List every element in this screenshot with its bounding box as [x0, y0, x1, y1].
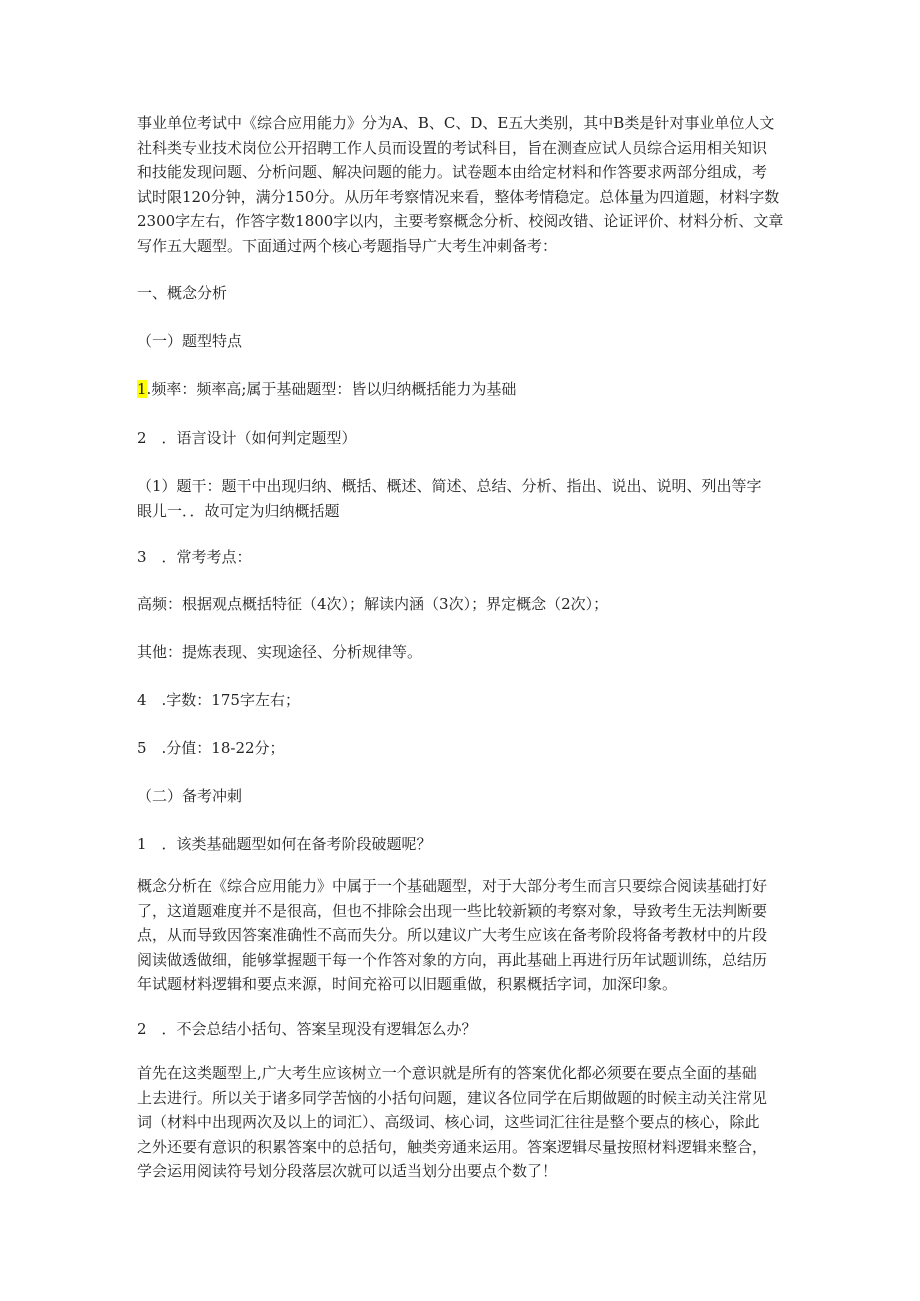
answer-line: 阅读做透做细，能够掌握题干每一个作答对象的方向，再此基础上再进行历年试题训练，总结历: [137, 950, 768, 969]
detail-line: （1）题干：题干中出现归纳、概括、概述、简述、总结、分析、指出、说出、说明、列出等字: [137, 477, 762, 495]
section-title: 一、概念分析: [137, 284, 228, 302]
answer-line: 了，这道题难度并不是很高，但也不排除会出现一些比较新颖的考察对象，导致考生无法判断要: [137, 901, 768, 920]
item-frequency-text: .频率：频率高;属于基础题型：皆以归纳概括能力为基础: [146, 380, 517, 398]
intro-line: 2300字左右，作答字数1800字以内，主要考察概念分析、校阅改错、论证评价、材料分析、文章: [137, 212, 784, 230]
intro-line: 试时限120分钟，满分150分。从历年考察情况来看，整体考情稳定。总体量为四道题，材料字数: [137, 187, 780, 206]
intro-line: 写作五大题型。下面通过两个核心考题指导广大考生冲刺备考：: [137, 236, 558, 255]
item-common-points: 3 ．常考考点：: [137, 548, 252, 566]
answer-line: 上去进行。所以关于诸多同学苦恼的小括句问题，建议各位同学在后期做题的时候主动关注常见: [137, 1088, 768, 1107]
item-language-detail: [137, 474, 787, 523]
item-score: 5 .分值：18-22分；: [137, 739, 285, 757]
item-language-design: 2 ．语言设计（如何判定题型）: [137, 429, 357, 447]
subsection-title-sprint: （二）备考冲刺: [137, 787, 243, 805]
question-2: 2 ．不会总结小括句、答案呈现没有逻辑怎么办？: [137, 1020, 477, 1038]
intro-paragraph: [137, 111, 787, 258]
answer-line: 概念分析在《综合应用能力》中属于一个基础题型，对于大部分考生而言只要综合阅读基础打好: [137, 877, 768, 895]
intro-line: 社科类专业技术岗位公开招聘工作人员而设置的考试科目，旨在测查应试人员综合运用相关知识: [137, 138, 768, 157]
question-1: 1 ．该类基础题型如何在备考阶段破题呢？: [137, 835, 432, 853]
intro-line: 事业单位考试中《综合应用能力》分为A、B、C、D、E五大类别，其中B类是针对事业单位人文: [137, 114, 775, 132]
answer-1-paragraph: [137, 874, 787, 997]
answer-2-paragraph: [137, 1061, 787, 1184]
answer-line: 首先在这类题型上,广大考生应该树立一个意识就是所有的答案优化都必须要在要点全面的基础: [137, 1064, 757, 1082]
highlighted-number: 1: [137, 380, 147, 398]
intro-line: 和技能发现问题、分析问题、解决问题的能力。试卷题本由给定材料和作答要求两部分组成，考: [137, 163, 768, 181]
detail-line: 眼儿一．．故可定为归纳概括题: [137, 501, 340, 520]
answer-line: 点，从而导致因答案准确性不高而失分。所以建议广大考生应该在备考阶段将备考教材中的片段: [137, 926, 768, 944]
item-word-count: 4 .字数：175字左右；: [137, 691, 300, 709]
answer-line: 学会运用阅读符号划分段落层次就可以适当划分出要点个数了！: [137, 1162, 558, 1180]
answer-line: 年试题材料逻辑和要点来源，时间充裕可以旧题重做，积累概括字词，加深印象。: [137, 975, 678, 993]
answer-line: 词（材料中出现两次及以上的词汇）、高级词、核心词，这些词汇往往是整个要点的核心，除此: [137, 1113, 760, 1131]
subsection-title-features: （一）题型特点: [137, 332, 243, 350]
other-points: 其他：提炼表现、实现途径、分析规律等。: [137, 643, 423, 661]
item-frequency: [137, 377, 516, 401]
high-frequency-points: 高频：根据观点概括特征（4次）；解读内涵（3次）；界定概念（2次）；: [137, 595, 609, 613]
answer-line: 之外还要有意识的积累答案中的总括句，触类旁通来运用。答案逻辑尽量按照材料逻辑来整合，: [137, 1137, 768, 1156]
